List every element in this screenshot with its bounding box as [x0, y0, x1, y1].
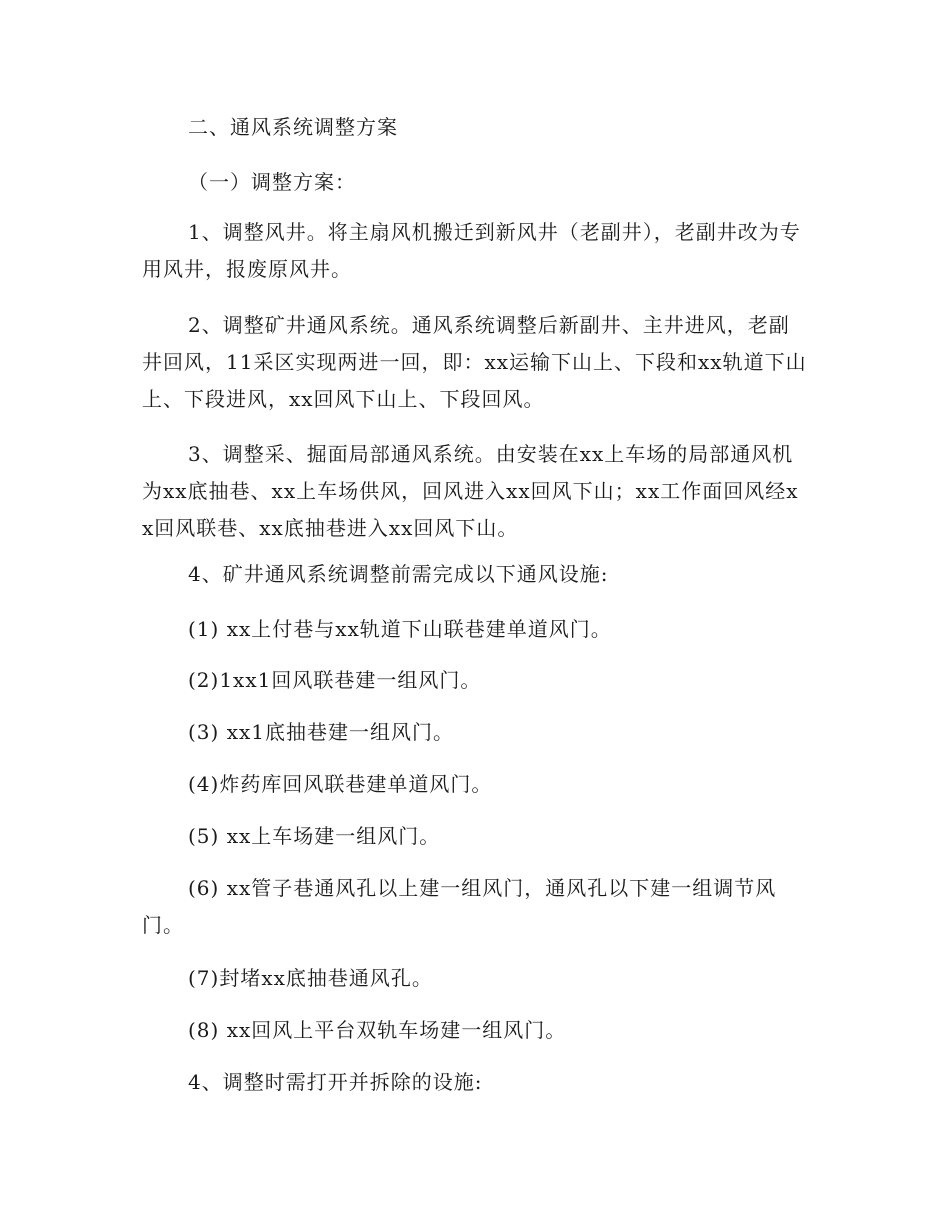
list-item: (2)1xx1回风联巷建一组风门。 — [188, 668, 482, 692]
paragraph-facilities-to-remove: 4、调整时需打开并拆除的设施: — [188, 1070, 483, 1094]
paragraph-adjust-mine-ventilation: 2、调整矿井通风系统。通风系统调整后新副井、主井进风，老副井回风，11采区实现两进一回，即：xx运输下山上、下段和xx轨道下山上、下段进风，xx回风下山上、下段回风。 — [142, 313, 807, 411]
list-item: (4)炸药库回风联巷建单道风门。 — [188, 772, 493, 796]
list-item: (3) xx1底抽巷建一组风门。 — [188, 720, 454, 744]
subsection-heading: （一）调整方案： — [188, 170, 356, 194]
list-item: (8) xx回风上平台双轨车场建一组风门。 — [188, 1018, 567, 1042]
paragraph-adjust-local-ventilation: 3、调整采、掘面局部通风系统。由安装在xx上车场的局部通风机为xx底抽巷、xx上车场供风，回风进入xx回风下山；xx工作面回风经xx回风联巷、xx底抽巷进入xx回风下山。 — [142, 442, 799, 540]
paragraph-adjust-shaft: 1、调整风井。将主扇风机搬迁到新风井（老副井），老副井改为专用风井，报废原风井。 — [142, 220, 801, 281]
list-item: (1) xx上付巷与xx轨道下山联巷建单道风门。 — [188, 617, 612, 641]
list-item: (7)封堵xx底抽巷通风孔。 — [188, 966, 433, 990]
list-item: (6) xx管子巷通风孔以上建一组风门，通风孔以下建一组调节风门。 — [142, 876, 777, 937]
list-item: (5) xx上车场建一组风门。 — [188, 824, 441, 848]
paragraph-required-facilities: 4、矿井通风系统调整前需完成以下通风设施: — [188, 562, 609, 586]
section-heading: 二、通风系统调整方案 — [188, 115, 398, 139]
